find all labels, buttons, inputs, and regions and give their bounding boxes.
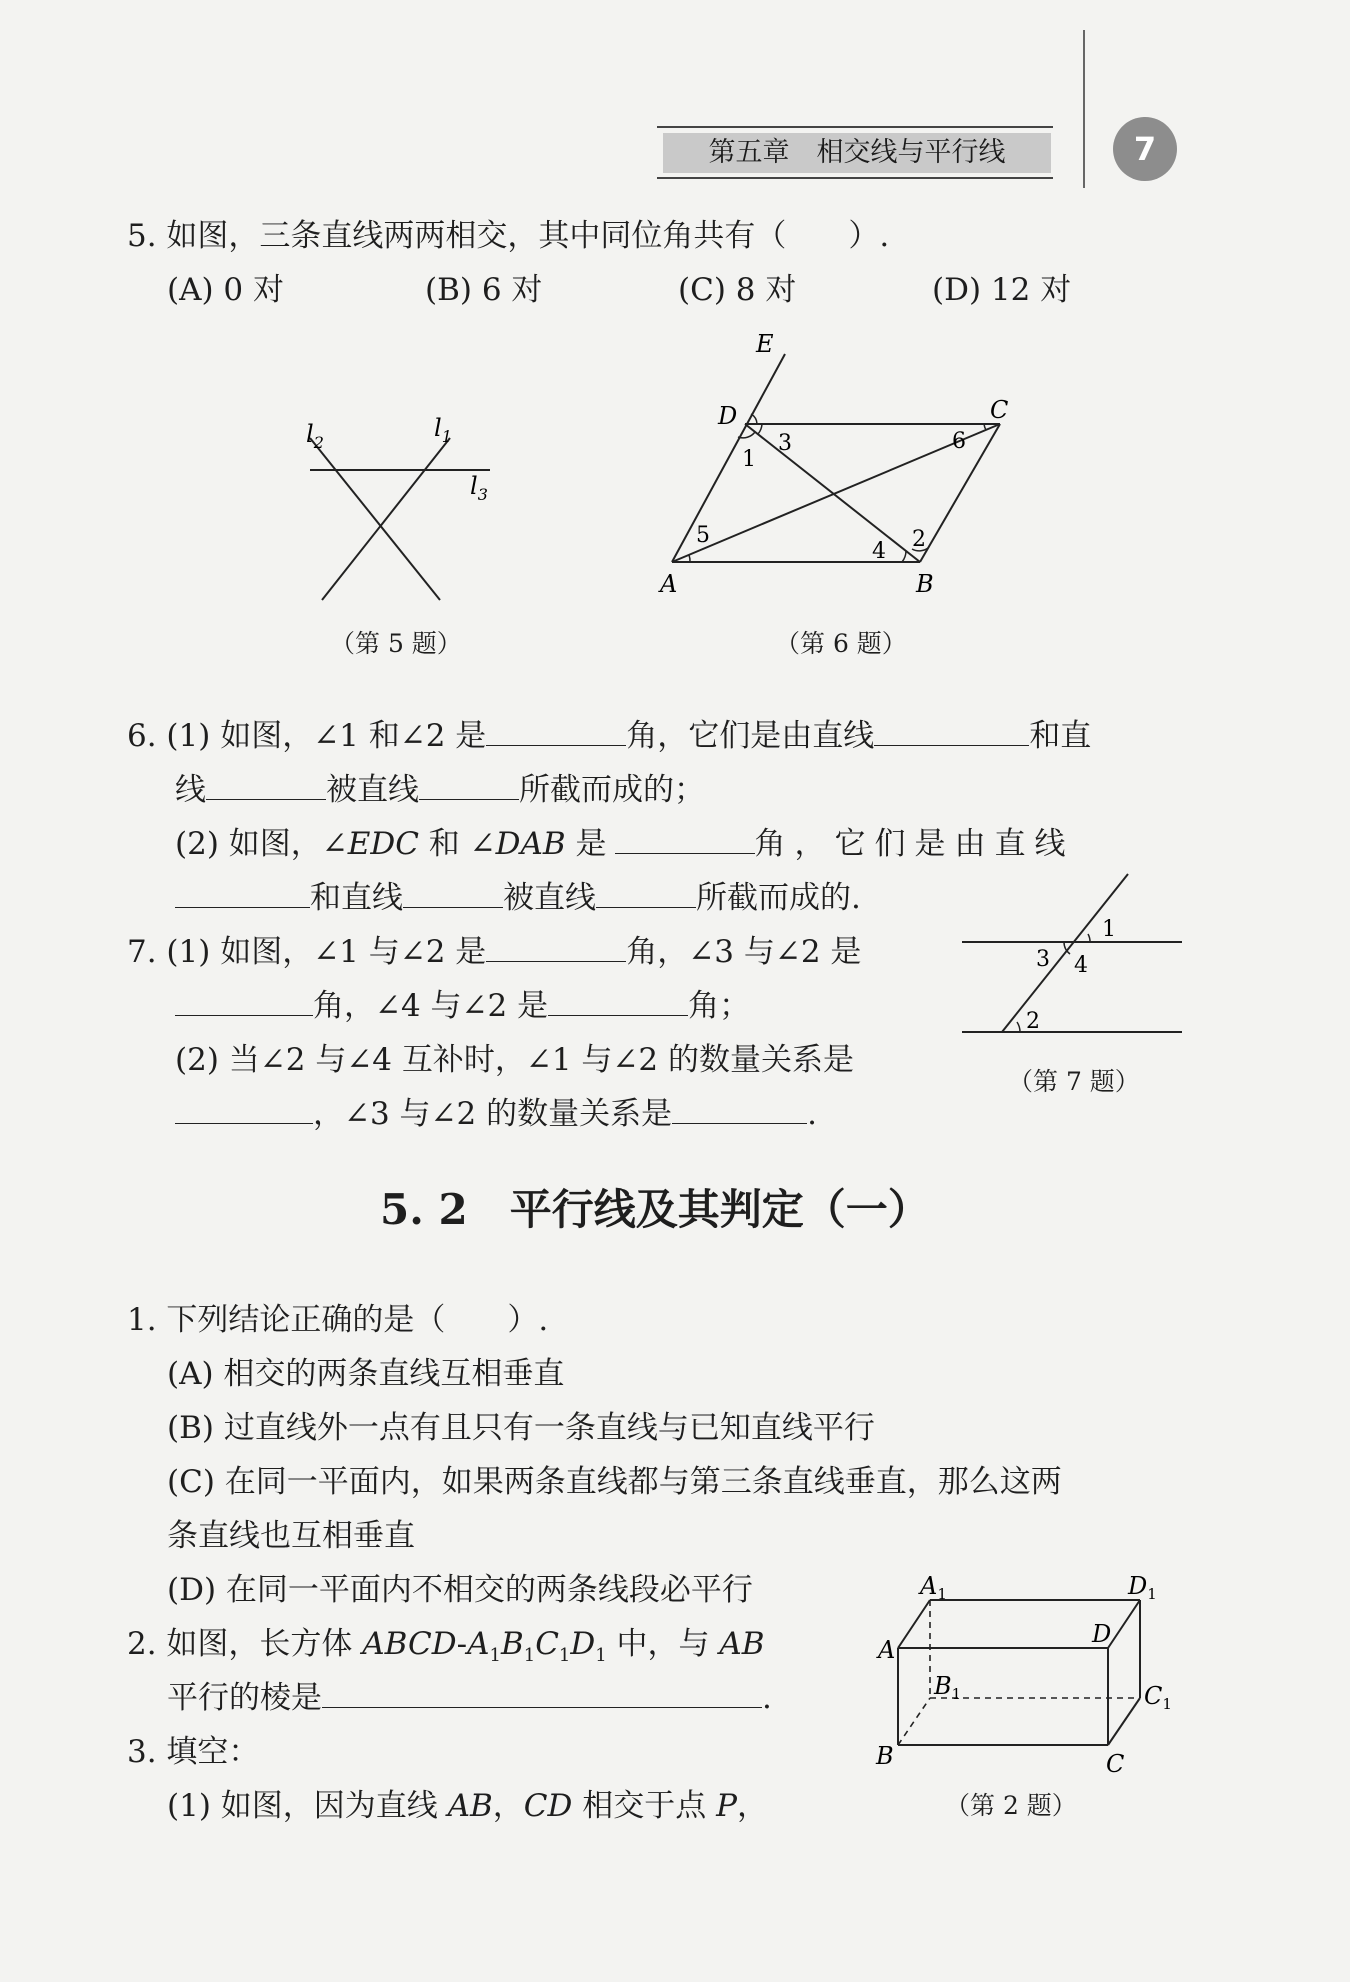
header-rule-top	[657, 126, 1053, 128]
q5-option-a: (A) 0 对	[167, 272, 285, 308]
s1-option-c-line2: 条直线也互相垂直	[167, 1518, 415, 1554]
header-divider	[1083, 30, 1085, 188]
section-title: 5. 2 平行线及其判定（一）	[380, 1185, 930, 1234]
q6-line-4: 和直线 被直线 所截而成的.	[175, 878, 861, 918]
s3-stem: 3. 填空：	[127, 1734, 260, 1770]
figure-6	[650, 330, 1030, 600]
fig5-caption: （第 5 题）	[330, 629, 462, 658]
figure-7	[960, 870, 1185, 1040]
fig5-label-l2: $l_2$	[306, 420, 324, 452]
header-rule-bottom	[657, 177, 1053, 179]
s3-part-1: (1) 如图，因为直线 AB，CD 相交于点 P，	[167, 1788, 768, 1824]
q6-line-3: (2) 如图，∠EDC 和 ∠DAB 是 角，它们是由直线	[175, 826, 1075, 862]
s1-option-d: (D) 在同一平面内不相交的两条线段必平行	[167, 1572, 753, 1608]
fig6-label-c: C	[990, 396, 1009, 424]
q5-option-c: (C) 8 对	[678, 272, 797, 308]
cuboid-label-a1: $A_1$	[920, 1572, 947, 1603]
page-number: 7	[1113, 117, 1177, 181]
s1-option-b: (B) 过直线外一点有且只有一条直线与已知直线平行	[167, 1410, 875, 1446]
cuboid-label-c: C	[1106, 1750, 1125, 1778]
fig6-angle-2: 2	[912, 527, 926, 552]
cuboid-label-b: B	[876, 1742, 894, 1770]
q5-option-b: (B) 6 对	[425, 272, 543, 308]
chapter-title: 第五章 相交线与平行线	[663, 133, 1051, 173]
fig6-label-a: A	[660, 570, 678, 598]
q7-line-3: (2) 当∠2 与∠4 互补时，∠1 与∠2 的数量关系是	[175, 1042, 854, 1078]
fig6-angle-3: 3	[778, 431, 792, 456]
s2-line-1: 2. 如图，长方体 ABCD-$A_1B_1C_1D_1$ 中，与 AB	[127, 1626, 765, 1667]
cuboid-label-b1: $B_1$	[934, 1672, 962, 1703]
fig6-label-d: D	[718, 402, 738, 430]
cuboid-label-a: A	[878, 1636, 896, 1664]
q7-line-1: 7. (1) 如图，∠1 与∠2 是 角，∠3 与∠2 是	[127, 934, 862, 970]
figure-cuboid	[870, 1570, 1170, 1785]
cuboid-label-d: D	[1092, 1620, 1112, 1648]
q7-line-4: ，∠3 与∠2 的数量关系是 .	[175, 1094, 817, 1134]
fig6-caption: （第 6 题）	[775, 629, 907, 658]
fig7-angle-1: 1	[1102, 917, 1116, 942]
s2-line-2: 平行的棱是 .	[167, 1680, 772, 1716]
s1-stem: 1. 下列结论正确的是（ ）.	[127, 1302, 549, 1338]
s1-option-a: (A) 相交的两条直线互相垂直	[167, 1356, 565, 1392]
fig7-caption: （第 7 题）	[1008, 1067, 1140, 1096]
figure-5	[280, 410, 520, 610]
fig6-label-b: B	[916, 570, 934, 598]
fig5-label-l1: $l_1$	[434, 414, 452, 446]
q5-stem: 5. 如图，三条直线两两相交，其中同位角共有（ ）.	[127, 218, 890, 254]
q7-line-2: 角，∠4 与∠2 是 角；	[175, 986, 750, 1026]
q5-option-d: (D) 12 对	[932, 272, 1072, 308]
fig7-angle-4: 4	[1074, 953, 1088, 978]
fig6-angle-1: 1	[742, 447, 756, 472]
s1-option-c-line1: (C) 在同一平面内，如果两条直线都与第三条直线垂直，那么这两	[167, 1464, 1062, 1500]
fig5-label-l3: $l_3$	[470, 472, 488, 504]
fig6-angle-4: 4	[872, 539, 886, 564]
cuboid-caption: （第 2 题）	[945, 1791, 1077, 1820]
fig6-angle-6: 6	[952, 429, 966, 454]
fig7-angle-3: 3	[1036, 947, 1050, 972]
fig6-angle-5: 5	[696, 523, 710, 548]
cuboid-label-c1: $C_1$	[1144, 1682, 1172, 1713]
fig6-label-e: E	[756, 330, 774, 358]
cuboid-label-d1: $D_1$	[1128, 1572, 1157, 1603]
q6-line-2: 线 被直线 所截而成的；	[175, 772, 705, 808]
q6-line-1: 6. (1) 如图，∠1 和∠2 是 角，它们是由直线 和直	[127, 718, 1092, 754]
fig7-angle-2: 2	[1026, 1009, 1040, 1034]
